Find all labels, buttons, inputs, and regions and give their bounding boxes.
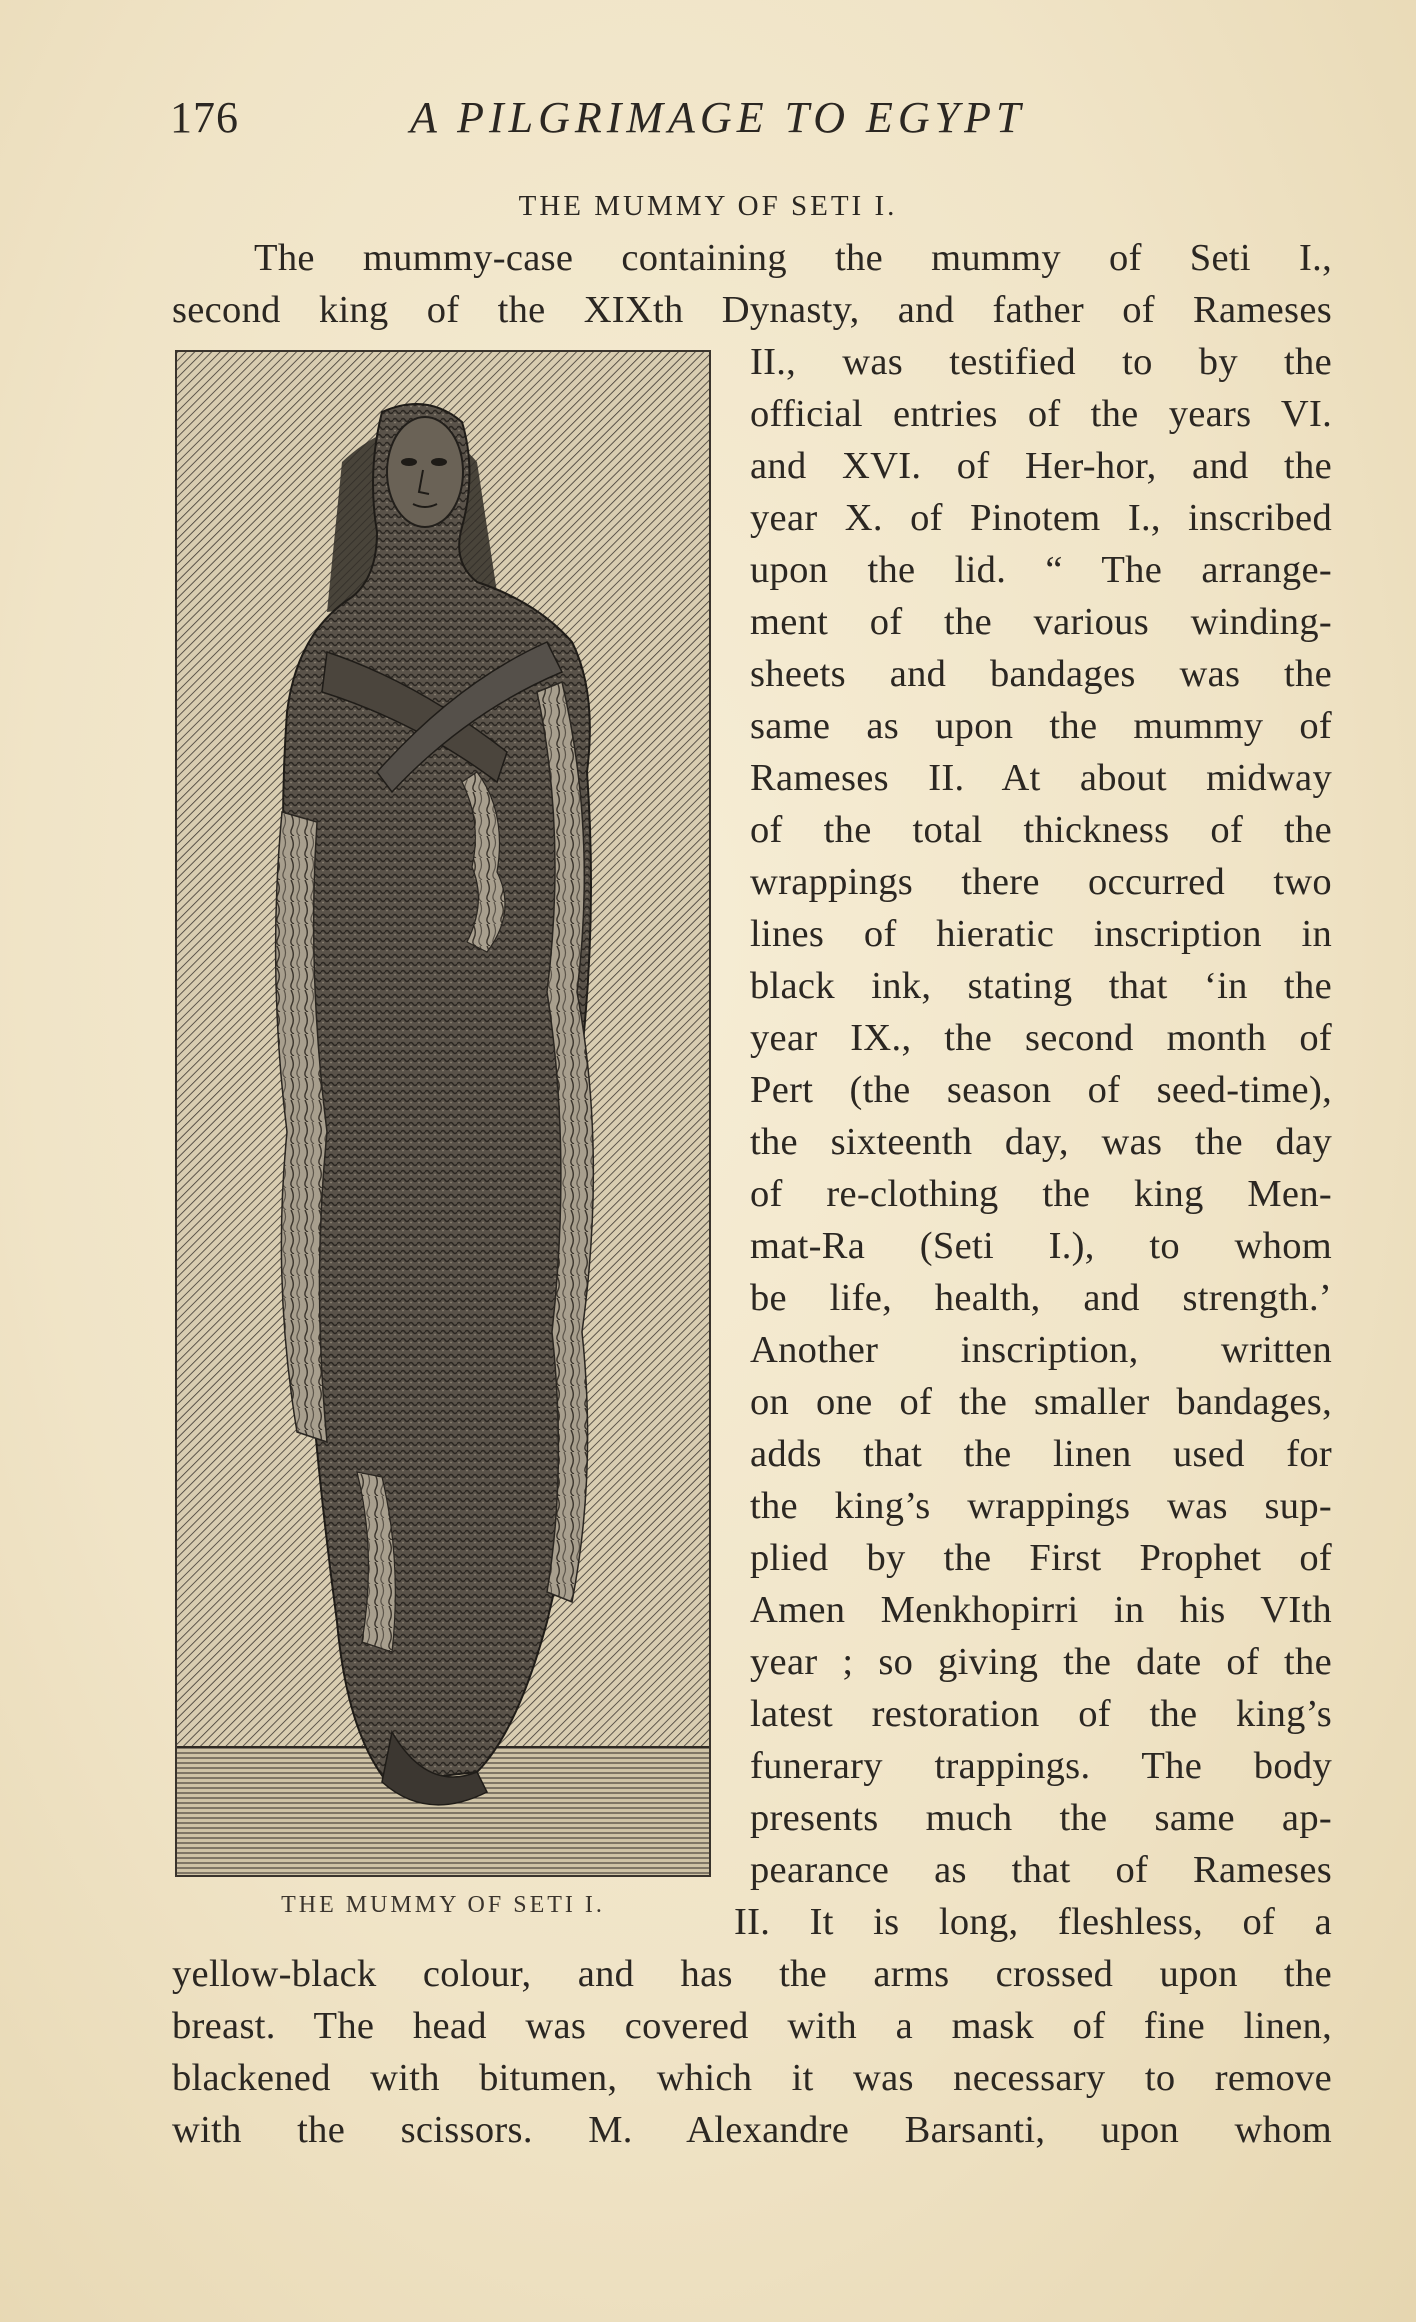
page-number: 176: [170, 93, 239, 142]
text-line: presents much the same ap-: [750, 1797, 1332, 1839]
page-header: [170, 92, 1250, 152]
text-line: mat-Ra (Seti I.), to whom: [750, 1225, 1332, 1267]
text-line: year X. of Pinotem I., inscribed: [750, 497, 1332, 539]
text-line: latest restoration of the king’s: [750, 1693, 1332, 1735]
text-line: ment of the various winding-: [750, 601, 1332, 643]
text-line: black ink, stating that ‘in the: [750, 965, 1332, 1007]
mummy-engraving-figure: [175, 350, 711, 1877]
text-line: same as upon the mummy of: [750, 705, 1332, 747]
mummy-engraving: [177, 352, 709, 1875]
text-line: yellow-black colour, and has the arms crossed upon the: [172, 1953, 1332, 1995]
running-head: A PILGRIMAGE TO EGYPT: [410, 93, 1026, 142]
text-line: sheets and bandages was the: [750, 653, 1332, 695]
figure-caption: THE MUMMY OF SETI I.: [281, 1892, 605, 1918]
text-line: adds that the linen used for: [750, 1433, 1332, 1475]
text-line: Pert (the season of seed-time),: [750, 1069, 1332, 1111]
text-line: of the total thickness of the: [750, 809, 1332, 851]
text-line: II., was testified to by the: [750, 341, 1332, 383]
text-line: plied by the First Prophet of: [750, 1537, 1332, 1579]
text-line: official entries of the years VI.: [750, 393, 1332, 435]
text-line: the king’s wrappings was sup-: [750, 1485, 1332, 1527]
text-line: and XVI. of Her-hor, and the: [750, 445, 1332, 487]
text-line: upon the lid. “ The arrange-: [750, 549, 1332, 591]
text-line: breast. The head was covered with a mask of fine linen,: [172, 2005, 1332, 2047]
text-line: Another inscription, written: [750, 1329, 1332, 1371]
text-line: lines of hieratic inscription in: [750, 913, 1332, 955]
text-line: the sixteenth day, was the day: [750, 1121, 1332, 1163]
text-line: on one of the smaller bandages,: [750, 1381, 1332, 1423]
text-line: of re-clothing the king Men-: [750, 1173, 1332, 1215]
section-title: THE MUMMY OF SETI I.: [518, 190, 898, 222]
text-line: wrappings there occurred two: [750, 861, 1332, 903]
text-line: The mummy-case containing the mummy of Seti I.,: [254, 237, 1332, 279]
text-line: with the scissors. M. Alexandre Barsanti, upon whom: [172, 2109, 1332, 2151]
text-line: second king of the XIXth Dynasty, and father of Rameses: [172, 289, 1332, 331]
text-line: year ; so giving the date of the: [750, 1641, 1332, 1683]
text-line: funerary trappings. The body: [750, 1745, 1332, 1787]
text-line: blackened with bitumen, which it was necessary to remove: [172, 2057, 1332, 2099]
text-line: Rameses II. At about midway: [750, 757, 1332, 799]
text-line: year IX., the second month of: [750, 1017, 1332, 1059]
text-line: pearance as that of Rameses: [750, 1849, 1332, 1891]
text-line: Amen Menkhopirri in his VIth: [750, 1589, 1332, 1631]
text-line: II. It is long, fleshless, of a: [734, 1901, 1332, 1943]
text-line: be life, health, and strength.’: [750, 1277, 1332, 1319]
